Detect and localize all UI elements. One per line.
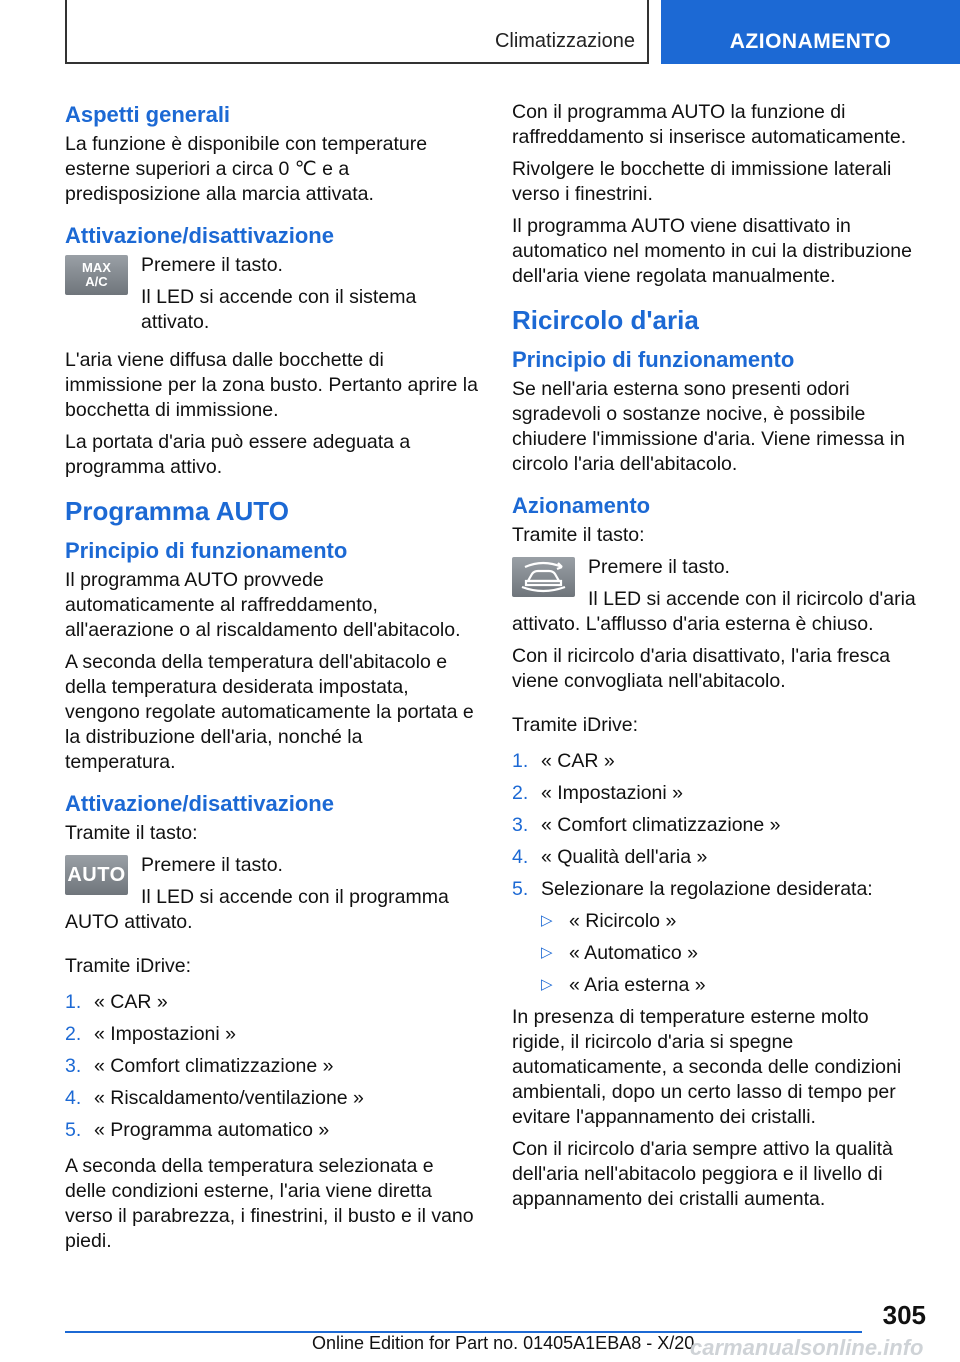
paragraph-portata: La portata d'aria può essere adeguata a programma attivo.: [65, 431, 411, 478]
max-ac-label-line2: A/C: [85, 274, 108, 289]
paragraph-aspetti: La funzione è disponibile con temperature esterne superiori a circa 0 ℃ e a predisposizione alla marcia attivata.: [65, 133, 428, 205]
paragraph-auto-raffreddamento: Con il programma AUTO la funzione di raffreddamento si inserisce automaticamente.: [512, 101, 907, 148]
list-item: 4. « Qualità dell'aria »: [512, 846, 708, 868]
paragraph-disattivato-ricircolo: Con il ricircolo d'aria disattivato, l'aria fresca viene convogliata nell'abitacolo.: [512, 645, 891, 692]
list-item: ▷ « Aria esterna »: [512, 969, 925, 1001]
auto-instruction: [65, 853, 478, 935]
heading-azionamento: Azionamento: [512, 493, 651, 518]
heading-principio-1: Principio di funzionamento: [65, 538, 348, 563]
heading-aspetti-generali: Aspetti generali: [65, 102, 231, 127]
watermark: carmanualsonline.info: [690, 1335, 924, 1360]
paragraph-tramite-idrive-right: Tramite iDrive:: [512, 714, 639, 736]
idrive-steps-right: [512, 745, 925, 905]
instruction-led-1: Il LED si accende con il sistema attivato.: [141, 286, 417, 333]
paragraph-principio-2: Se nell'aria esterna sono presenti odori sgradevoli o sostanze nocive, è possibile chiudere l'immissione d'aria. Viene rimessa in circolo l'aria dell'abitacolo.: [512, 378, 905, 475]
paragraph-principio-1b: A seconda della temperatura dell'abitacolo e della temperatura desiderata impostata, vengono regolate automaticamente la portata e la distribuzione dell'aria, nonché la temperatura.: [65, 651, 474, 773]
paragraph-aria-diffusa: L'aria viene diffusa dalle bocchette di immissione per la zona busto. Pertanto aprire la bocchetta di immissione.: [65, 349, 478, 421]
list-item: 2. « Impostazioni »: [65, 1023, 236, 1045]
list-item: 4. « Riscaldamento/ventilazione »: [65, 1087, 364, 1109]
right-column: [512, 100, 925, 1219]
instruction-premere-3: Premere il tasto.: [588, 556, 730, 578]
list-item: 1. « CAR »: [512, 750, 615, 772]
idrive-steps-left: [65, 986, 478, 1146]
recirculation-instruction: [512, 555, 925, 637]
recirculation-car-icon-graphic: [512, 557, 575, 597]
instruction-led-3: Il LED si accende con il ricircolo d'aria attivato. L'afflusso d'aria esterna è chiuso.: [512, 588, 916, 635]
list-item: 2. « Impostazioni »: [512, 782, 683, 804]
heading-attivazione-1: Attivazione/disattivazione: [65, 223, 334, 248]
paragraph-principio-1a: Il programma AUTO provvede automaticamente al raffreddamento, all'aerazione o al riscaldamento dell'abitacolo.: [65, 569, 461, 641]
idrive-substeps: [512, 905, 925, 1001]
header-chapter-tab: [661, 0, 960, 64]
paragraph-ricircolo-sempre: Con il ricircolo d'aria sempre attivo la qualità dell'aria nell'abitacolo peggiora e il livello di appannamento dei cristalli aumenta.: [512, 1138, 893, 1210]
heading-principio-2: Principio di funzionamento: [512, 347, 795, 372]
page-number: 305: [882, 1300, 926, 1330]
max-ac-button-icon: [65, 255, 128, 295]
list-item: 3. « Comfort climatizzazione »: [512, 814, 781, 836]
left-column: [65, 100, 478, 1261]
instruction-premere-1: Premere il tasto.: [141, 254, 283, 276]
triangle-marker-icon: ▷: [541, 944, 553, 961]
paragraph-tramite-tasto-right: Tramite il tasto:: [512, 524, 645, 546]
footer-edition: Online Edition for Part no. 01405A1EBA8 - X/20: [312, 1333, 695, 1353]
paragraph-tramite-tasto-left: Tramite il tasto:: [65, 822, 198, 844]
paragraph-disattivato: Il programma AUTO viene disattivato in automatico nel momento in cui la distribuzione dell'aria viene regolata manualmente.: [512, 215, 912, 287]
instruction-led-2: Il LED si accende con il programma AUTO attivato.: [65, 886, 449, 933]
list-item: ▷ « Automatico »: [512, 937, 925, 969]
header-chapter-title: AZIONAMENTO: [729, 30, 892, 53]
max-ac-label-line1: MAX: [82, 260, 111, 275]
instruction-premere-2: Premere il tasto.: [141, 854, 283, 876]
list-item: ▷ « Ricircolo »: [512, 905, 925, 937]
recirculation-car-icon: [512, 557, 575, 597]
list-item: 3. « Comfort climatizzazione »: [65, 1055, 334, 1077]
paragraph-seconda: A seconda della temperatura selezionata e delle condizioni esterne, l'aria viene diretta verso il parabrezza, i finestrini, il busto e il vano piedi.: [65, 1155, 474, 1252]
auto-button-icon: AUTO: [65, 855, 128, 895]
list-item: 1. « CAR »: [65, 991, 168, 1013]
paragraph-rivolgere: Rivolgere le bocchette di immissione laterali verso i finestrini.: [512, 158, 892, 205]
paragraph-tramite-idrive-left: Tramite iDrive:: [65, 955, 192, 977]
list-item: 5. Selezionare la regolazione desiderata:: [512, 878, 873, 900]
triangle-marker-icon: ▷: [541, 976, 553, 993]
heading-programma-auto: Programma AUTO: [65, 496, 289, 526]
list-item: 5. « Programma automatico »: [65, 1119, 330, 1141]
heading-attivazione-2: Attivazione/disattivazione: [65, 791, 334, 816]
heading-ricircolo: Ricircolo d'aria: [512, 305, 699, 335]
max-ac-instruction: [65, 253, 478, 335]
triangle-marker-icon: ▷: [541, 912, 553, 929]
header-section-box: [65, 0, 649, 64]
paragraph-temperature-rigide: In presenza di temperature esterne molto rigide, il ricircolo d'aria si spegne automaticamente, a seconda delle condizioni ambientali, dopo un certo lasso di tempo per evitare l'appannamento dei cristalli.: [512, 1006, 902, 1128]
header-section-title: Climatizzazione: [494, 30, 635, 52]
